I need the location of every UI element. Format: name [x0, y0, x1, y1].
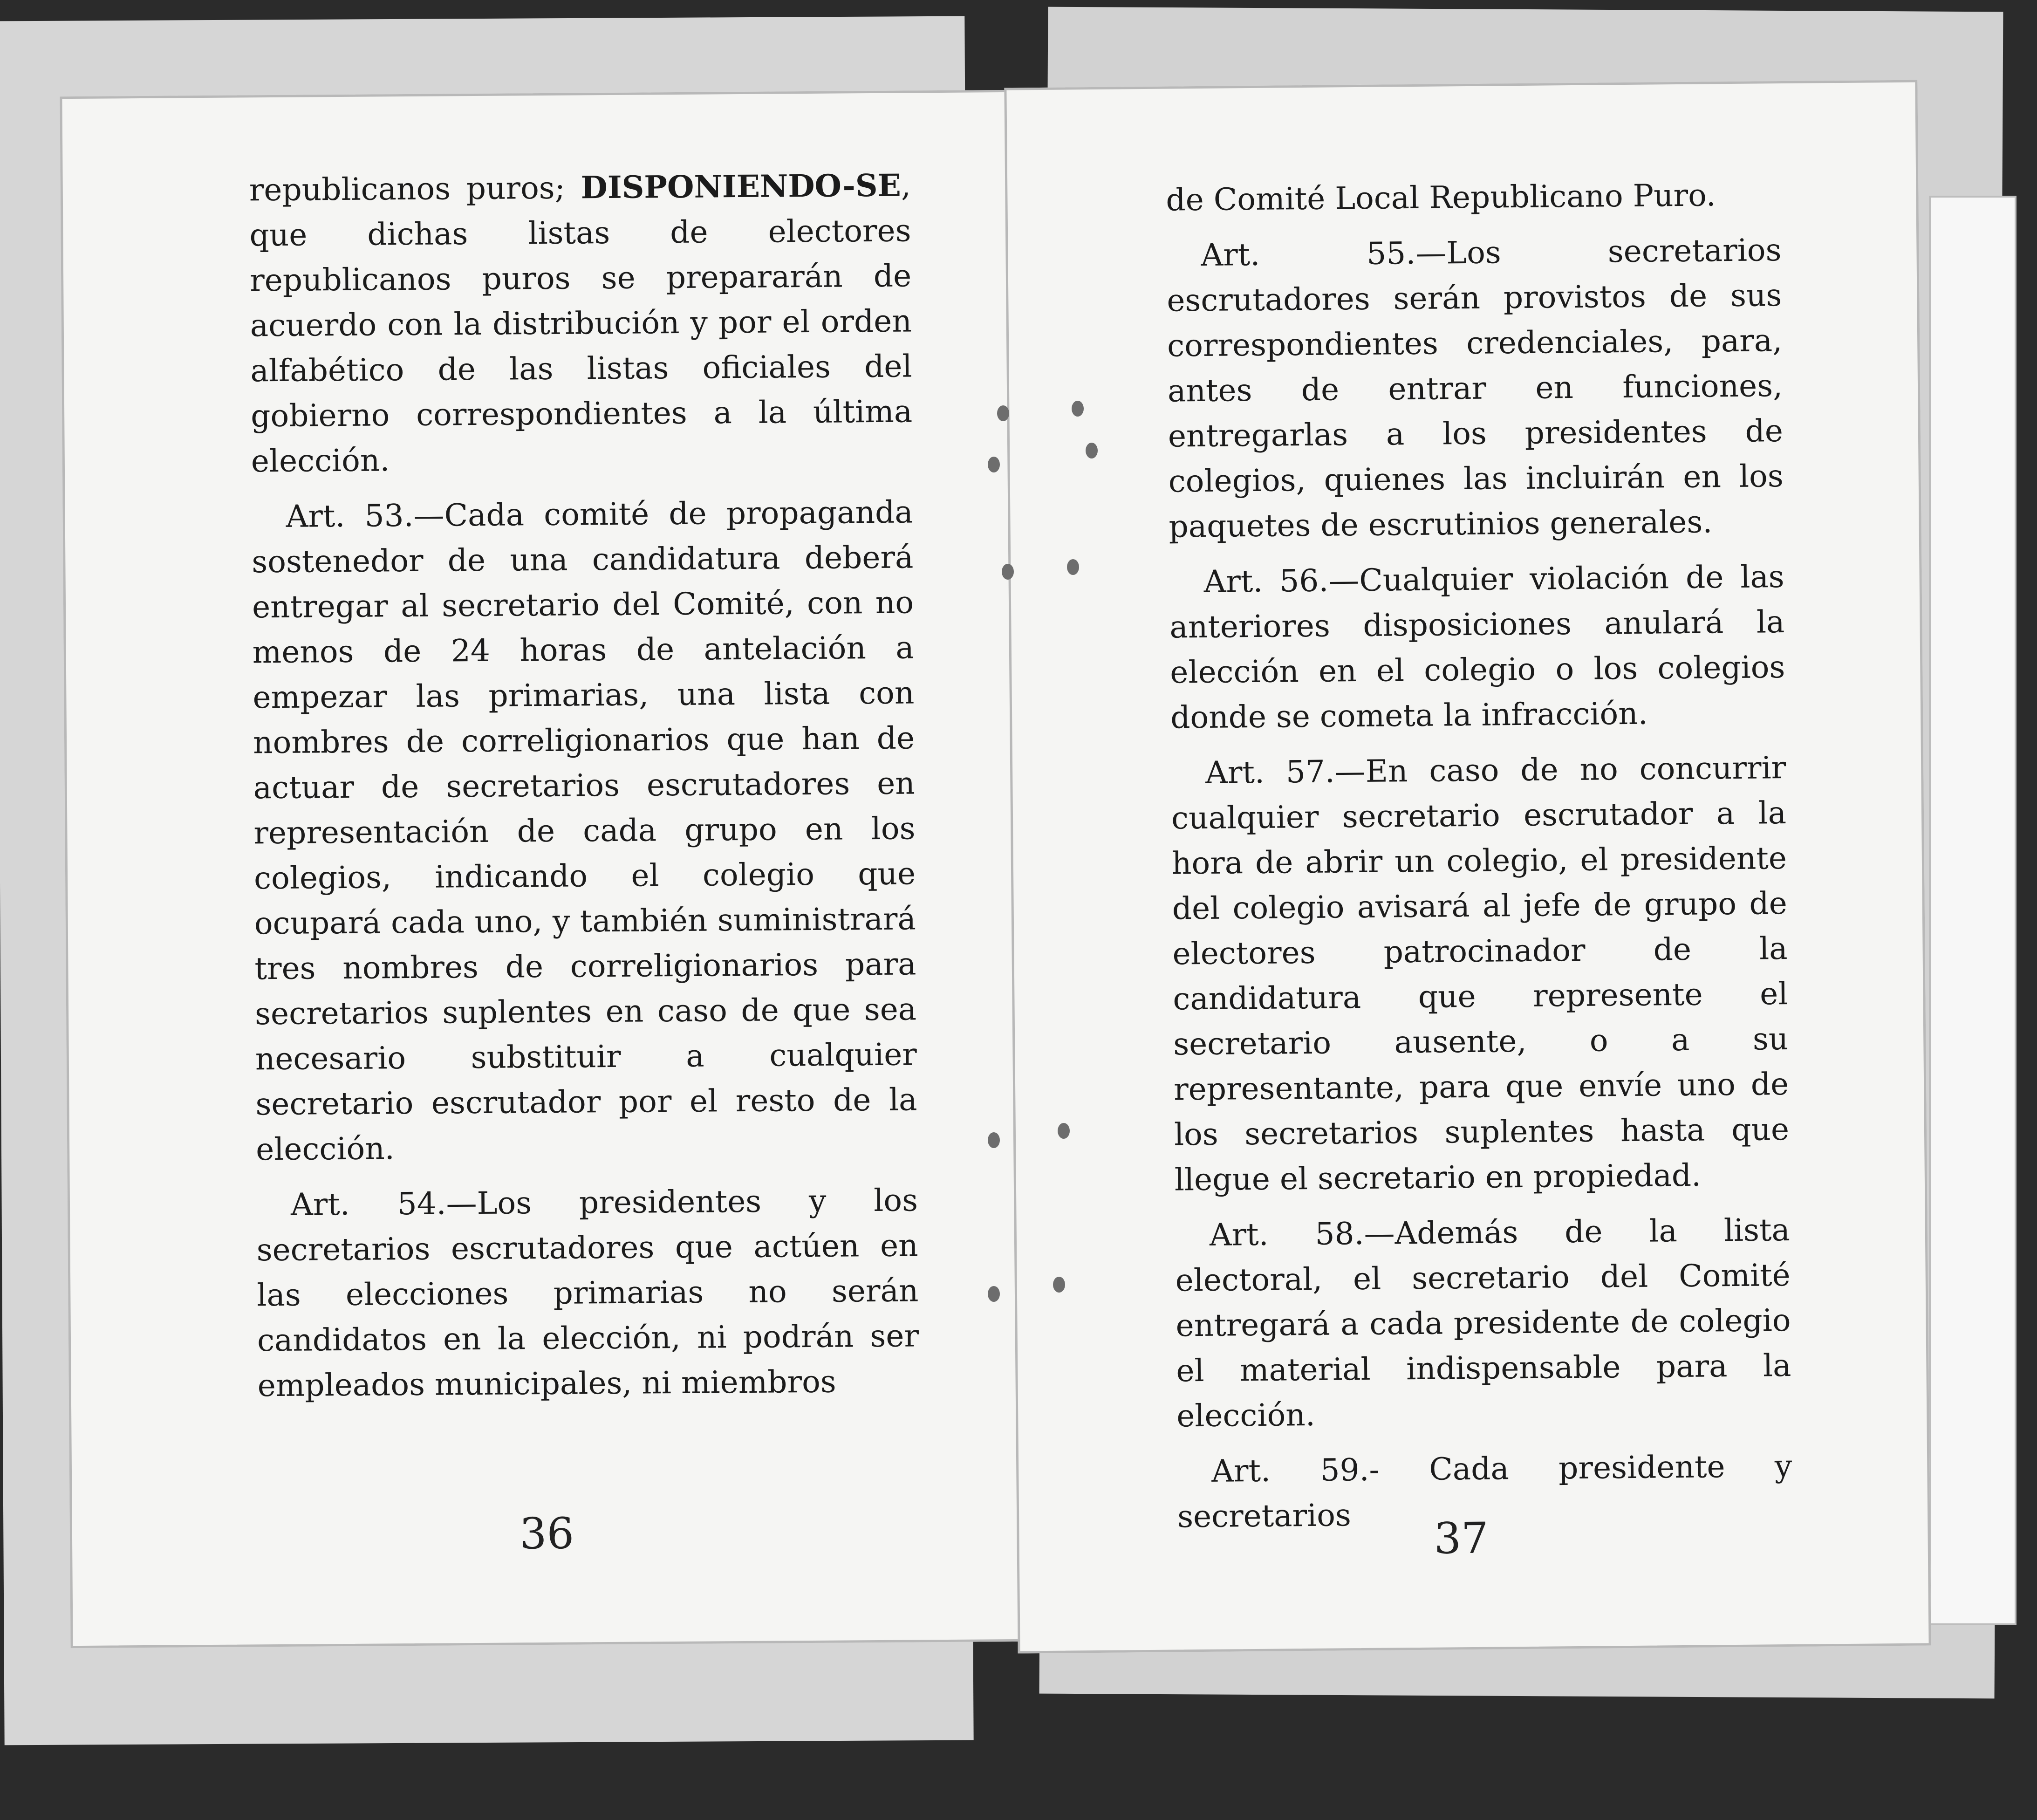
binding-hole: [997, 405, 1009, 421]
page-number-right: 37: [1434, 1513, 1489, 1564]
right-page-text: [1166, 172, 1793, 1549]
binding-hole: [1072, 401, 1084, 417]
binding-hole: [988, 457, 1000, 472]
binding-hole: [1086, 443, 1098, 458]
paragraph-art-56: Art. 56.—Cualquier violación de las anteriores disposiciones anulará la elección en el colegio o los colegios donde se cometa la infracción.: [1169, 559, 1785, 736]
paragraph-art-57: Art. 57.—En caso de no concurrir cualquier secretario escrutador a la hora de abrir un colegio, el presidente del colegio avisará al jefe de grupo de electores patrocinador de la candidatura que represente el secretario ausente, o a su representante, para que envíe uno de los secretarios suplentes hasta que llegue el secretario en propiedad.: [1171, 750, 1790, 1198]
binding-hole: [1053, 1277, 1065, 1293]
paragraph-art-53: Art. 53.—Cada comité de propaganda sostenedor de una candidatura deberá entregar al secretario del Comité, con no menos de 24 horas de antelación a empezar las primarias, una lista con nombres de correligionarios que han de actuar de secretarios escrutadores en representación de cada grupo en los colegios, indicando el colegio que ocupará cada uno, y también suministrará tres nombres de correligionarios para secretarios suplentes en caso de que sea necesario substituir a cualquier secretario escrutador por el resto de la elección.: [252, 494, 917, 1168]
page-number-left: 36: [519, 1508, 574, 1559]
paragraph-art-59: Art. 59.- Cada presidente y secretarios: [1177, 1448, 1792, 1535]
binding-hole: [1058, 1123, 1070, 1139]
right-page: [1004, 80, 1931, 1654]
paragraph-art-55: Art. 55.—Los secretarios escrutadores serán provistos de sus correspondientes credenciales, para, antes de entrar en funciones, entregarlas a los presidentes de colegios, quienes las incluirán en los paquetes de escrutinios generales.: [1167, 232, 1784, 545]
binding-hole: [988, 1132, 1000, 1148]
paragraph: republicanos puros; DISPONIENDO-SE, que dichas listas de electores republicanos puros se prepararán de acuerdo con la distribución y por el orden alfabético de las listas oficiales del gobierno correspondientes a la última elección.: [249, 167, 913, 479]
paragraph: de Comité Local Republicano Puro.: [1166, 177, 1716, 218]
binding-hole: [988, 1286, 1000, 1302]
binding-hole: [1067, 559, 1079, 575]
paragraph-art-58: Art. 58.—Además de la lista electoral, el secretario del Comité entregará a cada presidente de colegio el material indispensable para la elección.: [1175, 1211, 1791, 1434]
emphasis-text: DISPONIENDO-SE: [581, 167, 902, 206]
page-tab-insert: [1929, 196, 2016, 1625]
left-page-text: [249, 163, 919, 1418]
binding-hole: [1002, 564, 1014, 580]
paragraph-art-54: Art. 54.—Los presidentes y los secretarios escrutadores que actúen en las elecciones primarias no serán candidatos en la elección, ni podrán ser empleados municipales, ni miembros: [256, 1182, 919, 1404]
left-page: [60, 90, 1025, 1648]
